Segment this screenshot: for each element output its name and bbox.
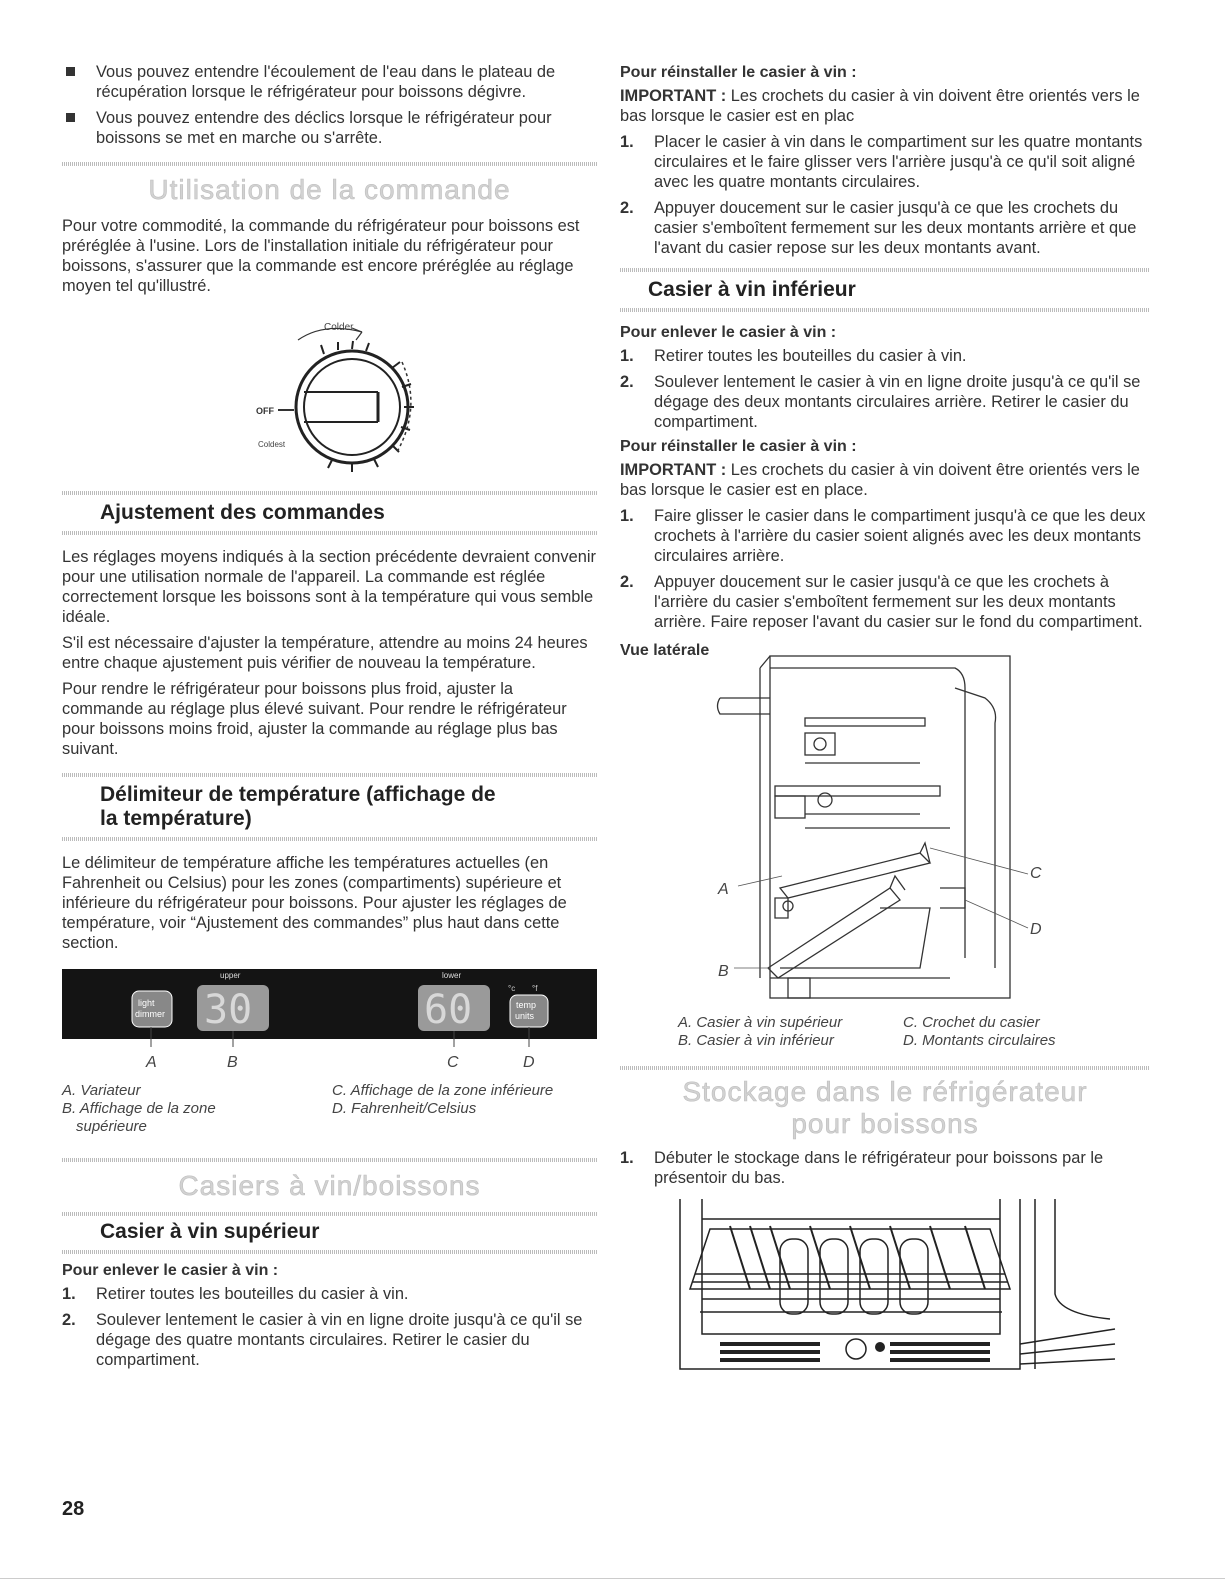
coldest-label: Coldest	[258, 440, 286, 449]
divider	[0, 1578, 1225, 1579]
upper-temp-display: 30	[204, 987, 253, 1033]
divider	[62, 491, 597, 495]
left-column	[62, 62, 597, 1376]
side-letter-b: B	[718, 963, 729, 980]
letter-c: C	[447, 1054, 459, 1071]
stockage-steps	[620, 1148, 1150, 1188]
important-note: IMPORTANT : Les crochets du casier à vin doivent être orientés vers le bas lorsque le casier est en plac	[620, 87, 1140, 125]
side-letter-c: C	[1030, 865, 1042, 882]
light-dimmer-line1: light	[138, 998, 155, 1008]
letter-b: B	[227, 1054, 238, 1071]
sup-remove-steps	[62, 1284, 597, 1370]
reinstall-steps	[620, 132, 1150, 258]
divider	[620, 268, 1150, 272]
sup-remove-heading: Pour enlever le casier à vin :	[62, 1262, 279, 1279]
list-item: 2. Appuyer doucement sur le casier jusqu'à ce que les crochets à l'arrière du casier s'emboîtent fermement sur les deux montants arrière. Faire reposer l'avant du casier sur le fond du compartiment.	[620, 573, 1143, 631]
caption-b-cont: supérieure	[76, 1118, 147, 1135]
panel-captions	[62, 1082, 597, 1136]
celsius-label: °c	[508, 984, 516, 993]
inferieur-section	[620, 268, 1150, 312]
caption-a: A. Variateur	[62, 1082, 141, 1099]
lower-temp-display: 60	[424, 987, 473, 1033]
ajustement-section	[62, 491, 597, 535]
divider	[620, 308, 1150, 312]
important-note-2: IMPORTANT : Les crochets du casier à vin doivent être orientés vers le bas lorsque le casier est en place.	[620, 461, 1140, 499]
lower-label: lower	[442, 971, 462, 980]
side-caption-d: D. Montants circulaires	[903, 1032, 1056, 1049]
side-letter-a: A	[718, 881, 729, 898]
reinstall-steps-2	[620, 506, 1150, 632]
temp-units-line2: units	[515, 1011, 535, 1021]
caption-d: D. Fahrenheit/Celsius	[332, 1100, 477, 1117]
list-item: 1. Placer le casier à vin dans le compartiment sur les quatre montants circulaires et le faire glisser vers l'arrière jusqu'à ce qu'il soit aligné avec les quatre montants circulaires.	[620, 133, 1143, 191]
list-item: 2. Soulever lentement le casier à vin en ligne droite jusqu'à ce qu'il se dégage des deux montants circulaires arrière. Retirer le casier du compartiment.	[620, 373, 1141, 431]
inf-remove-heading: Pour enlever le casier à vin :	[620, 324, 837, 341]
fahrenheit-label: °f	[532, 984, 538, 993]
side-caption-b: B. Casier à vin inférieur	[678, 1032, 834, 1049]
light-dimmer-line2: dimmer	[135, 1009, 166, 1019]
list-item: 1. Faire glisser le casier dans le compartiment jusqu'à ce que les deux crochets à l'arrière du casier soient alignés avec les deux montants circulaires arrière.	[620, 507, 1146, 565]
reinstall-heading-2: Pour réinstaller le casier à vin :	[620, 438, 857, 455]
right-column	[620, 62, 1150, 1389]
list-item: 1. Retirer toutes les bouteilles du casier à vin.	[620, 347, 967, 365]
side-view-figure	[620, 638, 1150, 1008]
section-title-utilisation: Utilisation de la commande	[148, 174, 511, 205]
caption-b: B. Affichage de la zone	[62, 1100, 216, 1117]
divider	[62, 837, 597, 841]
list-item: 2. Appuyer doucement sur le casier jusqu'à ce que les crochets du casier s'emboîtent fermement sur les deux montants arrière et que l'avant du casier repose sur les deux montants avant.	[620, 199, 1137, 257]
divider	[620, 1066, 1150, 1070]
caption-c: C. Affichage de la zone inférieure	[332, 1082, 554, 1099]
colder-label: Colder	[324, 322, 354, 333]
side-letter-d: D	[1030, 921, 1042, 938]
side-view-captions	[678, 1014, 1150, 1050]
letter-a: A	[146, 1054, 157, 1071]
utilisation-text: Pour votre commodité, la commande du réfrigérateur pour boissons est préréglée à l'usine. Lors de l'installation initiale du réfrigérateur pour boissons, s'assurer que la commande est encore préréglée au réglage moyen tel qu'illustré.	[62, 217, 580, 295]
section-title-casiers: Casiers à vin/boissons	[178, 1170, 481, 1201]
side-caption-a: A. Casier à vin supérieur	[678, 1014, 843, 1031]
list-item: Vous pouvez entendre l'écoulement de l'eau dans le plateau de récupération lorsque le réfrigérateur pour boissons dégivre.	[62, 62, 597, 102]
section-title-stockage: Stockage dans le réfrigérateur pour boissons	[682, 1076, 1088, 1139]
paragraph: S'il est nécessaire d'ajuster la température, attendre au moins 24 heures entre chaque ajustement puis vérifier de nouveau la température.	[62, 634, 588, 672]
divider	[62, 531, 597, 535]
delimiteur-section	[62, 773, 597, 841]
inf-remove-steps	[620, 346, 1150, 432]
divider	[62, 1158, 597, 1162]
section-title-inferieur: Casier à vin inférieur	[648, 278, 856, 301]
section-title-superieur: Casier à vin supérieur	[100, 1220, 320, 1243]
delimiteur-text: Le délimiteur de température affiche les températures actuelles (en Fahrenheit ou Celsius) pour les zones (compartiments) supérieure et inférieure du réfrigérateur pour boissons. Pour ajuster les réglages de température, voir “Ajustement des commandes” plus haut dans cette section.	[62, 854, 567, 952]
temp-units-line1: temp	[516, 1000, 537, 1010]
temperature-panel-figure	[62, 969, 597, 1074]
upper-label: upper	[220, 971, 241, 980]
divider	[62, 1212, 597, 1216]
section-title-ajustement: Ajustement des commandes	[100, 501, 385, 524]
list-item: 1. Retirer toutes les bouteilles du casier à vin.	[62, 1285, 409, 1303]
divider	[62, 1250, 597, 1254]
side-view-label: Vue latérale	[620, 642, 710, 659]
off-label: OFF	[256, 406, 274, 416]
storage-figure	[620, 1194, 1150, 1389]
delimiteur-title-line1: Délimiteur de température (affichage de	[100, 783, 496, 806]
page-number: 28	[62, 1498, 85, 1520]
list-item: Vous pouvez entendre des déclics lorsque le réfrigérateur pour boissons se met en marche ou s'arrête.	[62, 108, 597, 148]
reinstall-heading: Pour réinstaller le casier à vin :	[620, 64, 857, 81]
side-caption-c: C. Crochet du casier	[903, 1014, 1040, 1031]
letter-d: D	[523, 1054, 535, 1071]
control-dial-figure	[62, 302, 597, 477]
divider	[62, 773, 597, 777]
paragraph: Les réglages moyens indiqués à la section précédente devraient convenir pour une utilisation normale de l'appareil. La commande est réglée correctement lorsque les boissons sont à la température qui vous semble idéale.	[62, 548, 596, 626]
list-item: 1. Débuter le stockage dans le réfrigérateur pour boissons par le présentoir du bas.	[620, 1149, 1104, 1187]
section-title-delimiteur	[100, 783, 597, 831]
divider	[62, 162, 597, 166]
bullet-list	[62, 62, 597, 148]
list-item: 2. Soulever lentement le casier à vin en ligne droite jusqu'à ce qu'il se dégage des quatre montants circulaires. Retirer le casier du compartiment.	[62, 1311, 583, 1369]
delimiteur-title-line2: la température)	[100, 807, 252, 830]
paragraph: Pour rendre le réfrigérateur pour boissons plus froid, ajuster la commande au réglage plus élevé suivant. Pour rendre le réfrigérateur pour boissons moins froid, ajuster la commande au réglage plus bas suivant.	[62, 680, 567, 758]
